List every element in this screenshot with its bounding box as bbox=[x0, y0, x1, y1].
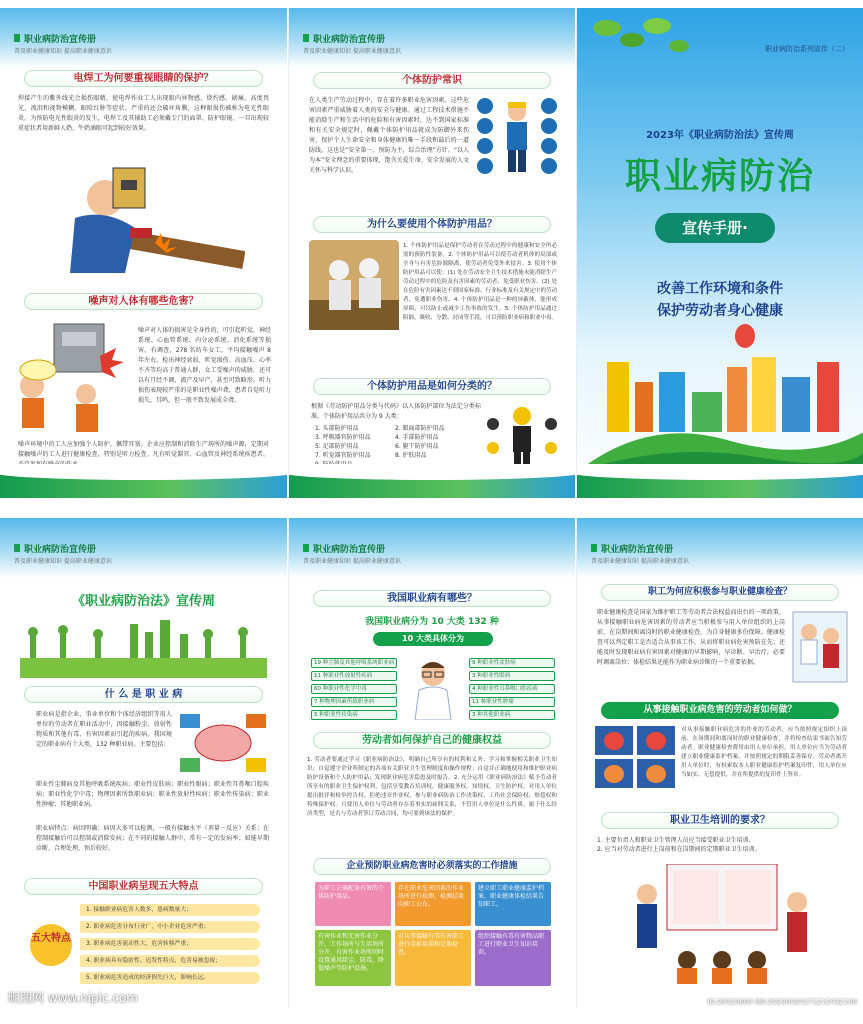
section-title-ppe-basics: 个体防护常识 bbox=[313, 72, 551, 89]
ppe-icons-illustration bbox=[475, 98, 559, 178]
disease-type-item: 11 种职业性肿瘤 bbox=[469, 697, 555, 707]
exposed-workers-text: 对从事接触职业病危害的作业的劳动者，应当按照规定组织上岗前、在岗期间和离岗时的职业健康检查，并将检查结果书面告知劳动者。职业健康检查费用由用人单位承担。用人单位应当为劳动者建立职业健康监护档案，并按照规定的期限妥善保存。劳动者离开用人单位时，有权索取本人职业健康监护档案复印件，用人单位应当如实、无偿提供，并在所提供的复印件上签章。 bbox=[681, 727, 847, 778]
section-title-worker-rights: 劳动者如何保护自己的健康权益 bbox=[313, 732, 551, 749]
measure-box: 有害作业和无害作业分开，工作场所与生活场所分开，有害作业场所同时设置通风除尘、防毒，降低噪声等防护设施。 bbox=[315, 930, 391, 986]
panel-personal-protection bbox=[288, 8, 575, 498]
disease-type-item: 11 种职业性放射性疾病 bbox=[311, 671, 397, 681]
ppe-class-item: 5. 足部防护用品 bbox=[315, 443, 359, 450]
brochure-outside-sheet bbox=[0, 8, 863, 498]
header-subtitle: 普及职业健康知识 提高职业健康意识 bbox=[14, 558, 112, 565]
footer-wave bbox=[289, 472, 575, 498]
header-title: 职业病防治宣传册 bbox=[303, 32, 401, 45]
panel-what-is-occupational-disease bbox=[0, 518, 287, 1008]
header-subtitle: 普及职业健康知识 提高职业健康意识 bbox=[303, 558, 401, 565]
watermark-right: ID:29323660 NO:20230424171212432108 bbox=[707, 998, 857, 1006]
panel-header bbox=[591, 542, 689, 565]
section-title-exposed-workers: 从事接触职业病危害的劳动者如何做？ bbox=[601, 702, 839, 719]
welding-text: 焊接产生的紫外线光会损伤眼睛，使电焊作业工人出现眼内异物感、烧灼感、剧痛、高度畏光、流泪和视物模糊、眼睑红肿等症状，严重的还会破坏角膜，这种眼损伤被称为电光性眼炎。为预防电光性眼炎的发生，电焊工及其辅助工必须戴专门的面罩、防护眼镜。一旦出现较重症状者用新鲜人奶、牛奶滴眼可起到较好效果。 bbox=[18, 95, 269, 132]
header-title: 职业病防治宣传册 bbox=[14, 32, 112, 45]
lungs-illustration bbox=[595, 726, 675, 788]
disease-type-item: 4 种职业性耳鼻喉口腔疾病 bbox=[469, 684, 555, 694]
watermark-left: 昵图网 www.nipic.com bbox=[8, 991, 138, 1005]
measure-box: 建立职工职业健康监护档案，职业健康体检结果告知职工。 bbox=[475, 882, 551, 926]
ppe-basics-text: 在人类生产劳动过程中，存在着许多职业危害因素。这些危害因素严重威胁着人类的安全与健康。通过工程技术措施不能消除生产和生活中的危险和有害因素时，达不到国家标准和有关安全规定时，佩戴个体防护用品就成为防御外来伤害、保护个人生命安全和身体健康的唯一手段和最后的一道防线。这也是“安全第一，预防为主，综合治理”方针。“以人为本”安全理念的重要体现，饱含关爱生命、安全发展的人文关怀与科学认识。 bbox=[309, 97, 469, 174]
workers-photo-illustration bbox=[309, 240, 399, 330]
measure-box: 存在职业危害因素的作业场所进行检测，检测结果向职工公布。 bbox=[395, 882, 471, 926]
leaves-decoration bbox=[587, 8, 697, 68]
ppe-class-item: 2. 眼面部防护用品 bbox=[395, 425, 445, 432]
section-title-health-check: 职工为何应积极参与职业健康检查？ bbox=[601, 584, 839, 601]
cover-slogan-2: 保护劳动者身心健康 bbox=[657, 303, 783, 319]
panel-disease-types bbox=[288, 518, 575, 1008]
why-ppe-text: 1. 个体防护用品是保护劳动者在劳动过程中的健康和安全所必需的预防性装备。2. 个体防护用品可以使劳动者机体的局部或全身与有害危险源隔离，使劳动者免受外来侵害。3. 使用个体防护用品可以使：(1) 处在劳动安全卫生技术措施未能消除生产劳动过程中的危险及有害因素的劳动者，免受职业伤害。(2) 处在危险有害因素达不到国家标准、行业标准及有关规定中的劳动者，免遭职业伤害。4. 个体防护用品是一种的屏蔽体，能形成屏障，可以防止或减少工伤事故的发生。5. 个体防护用品通过阻隔、吸收、分散、封闭等手段，可以预防职业病和职业中毒。 bbox=[403, 243, 558, 321]
section-title-what-is: 什 么 是 职 业 病 bbox=[24, 686, 263, 703]
medical-exam-illustration bbox=[789, 608, 851, 686]
panel-header bbox=[303, 542, 401, 565]
ppe-classes-list bbox=[315, 424, 475, 469]
ppe-class-item: 3. 呼吸器官防护用品 bbox=[315, 434, 371, 441]
header-title: 职业病防治宣传册 bbox=[591, 542, 689, 555]
training-list bbox=[597, 836, 847, 854]
panel-header bbox=[14, 32, 112, 55]
header-subtitle: 普及职业健康知识 提高职业健康意识 bbox=[14, 48, 112, 55]
cover-series: 职业病防治系列宣传（二） bbox=[765, 45, 849, 53]
noise-illustration bbox=[14, 316, 132, 436]
disease-type-item: 60 种职业性化学中毒 bbox=[311, 684, 397, 694]
section-title-noise: 噪声对人体有哪些危害？ bbox=[24, 293, 263, 310]
cover-week: 2023年《职业病防治法》宣传周 bbox=[646, 130, 794, 141]
training-item: 1. 主要负责人和职业卫生管理人员应当接受职业卫生培训。 bbox=[597, 837, 755, 844]
five-feature-item: 4. 职业病具有隐匿性、迟发性特点，危害易被忽视； bbox=[80, 955, 260, 967]
section-title-why-ppe: 为什么要使用个体防护用品？ bbox=[313, 216, 551, 233]
cover-title: 职业病防治 bbox=[624, 156, 815, 197]
doctor-illustration bbox=[407, 656, 459, 720]
section-title-ppe-classes: 个体防护用品是如何分类的？ bbox=[313, 378, 551, 395]
disease-features-text: 职业病特点：病因明确；病因大多可以检测，一般有接触水平（剂量－反应）关系；在控制接触后可以控制或消除发病；在不同的接触人群中，常有一定的发病率；如能早期诊断，合理处理，预后较好。 bbox=[36, 825, 269, 852]
brochure-inside-sheet bbox=[0, 518, 863, 1008]
panel-welding-noise bbox=[0, 8, 287, 498]
section-title-five-features: 中国职业病呈现五大特点 bbox=[24, 878, 263, 895]
measure-box: 组织接触有毒有害物品职工进行职业卫生知识培训。 bbox=[475, 930, 551, 986]
section-title-training: 职业卫生培训的要求？ bbox=[601, 812, 839, 829]
disease-type-item: 9 种职业性皮肤病 bbox=[469, 658, 555, 668]
ppe-class-item: 4. 手部防护用品 bbox=[395, 434, 439, 441]
five-feature-item: 3. 职业病危害流动性大、危害转移严重； bbox=[80, 938, 260, 950]
welder-illustration bbox=[45, 158, 245, 278]
measure-box: 为职工正确配备有效的个体防护用品。 bbox=[315, 882, 391, 926]
training-item: 2. 应当对劳动者进行上岗前和在岗期间的定期职业卫生培训。 bbox=[597, 846, 761, 853]
disease-type-item: 7 种物理因素所致职业病 bbox=[311, 697, 397, 707]
worker-rights-text: 1. 劳动者要通过学习《职业病防治法》，明确自己所享有的权利和义务；学习和掌握相关职业卫生知识；自觉遵守企业所制定的各项有关职业卫生管理制度和操作规程；自觉并正确地使用和维护职业病防护设备和个人防护用品；发现职业病危害隐患及时报告。2. 充分运用《职业病防治法》赋予劳动者所享有的职业卫生保护权利，包括享受教育培训权、健康服务权、知情权、卫生防护权、对用人单位提出批评和检举控告权、拒绝违章作业权、参与职业病防治工作决策权、工伤社会保险权、赔偿权和特殊保护权。只要用人单位与劳动者存在着事实的雇佣关系，不管用人单位是什么性质、属于什么经济类型，是否与劳动者签订劳动合同，均可要到该法的保护。 bbox=[307, 757, 557, 817]
hazard-factors-illustration bbox=[176, 710, 270, 776]
disease-categories-text: 职业性尘肺病及其他呼吸系统疾病；职业性皮肤病；职业性眼病；职业性耳鼻喉口腔疾病；职业性化学中毒；物理因素所致职业病；职业性放射性疾病；职业性传染病；职业性肿瘤；其他职业病。 bbox=[36, 781, 269, 808]
five-feature-item: 1. 接触职业病危害人数多，患病数量大； bbox=[80, 904, 260, 916]
five-features-badge: 五大特点 bbox=[30, 924, 72, 966]
ppe-class-item: 8. 护肤用品 bbox=[395, 452, 427, 459]
panel-cover bbox=[576, 8, 863, 498]
what-is-text: 职业病是指企业、事业单位和个体经济组织等用人单位的劳动者在职业活动中，因接触粉尘、放射性物质和其他有毒、有害因素而引起的疾病。我国规定的职业病有十大类，132 种职业病。主要包括： bbox=[36, 711, 172, 748]
health-check-text: 职业健康检查是国家为维护职工等劳动者合法权益而出台的一项政策，从事接触职业病危害因素的劳动者应当积极参与用人单位组织的上岗前、在岗期间和离岗时的职业健康检查，为自身健康多份保障。健康检查可以判定职工是否适合从事该工作，从而将职业病危害预防在先；还能及时发现职业病有害因素对健康的早期影响，早诊断、早治疗，必要时调离岗位；体检结果还能作为职业病诊断的一个重要依据。 bbox=[597, 609, 785, 666]
ppe-classes-intro: 根据《劳动防护用品分类与代码》以人体防护部位为法定分类标准，个体防护用品共分为 9 大类： bbox=[311, 403, 481, 420]
disease-type-item: 19 种尘肺及其他呼吸系统职业病 bbox=[311, 658, 397, 668]
noise-text-2: 噪声环境中的工人应加强个人防护，佩带耳塞。企业应控制和消除生产场所的噪声源，定期对接触噪声的工人进行健康检查，特别是听力检查。凡有听觉器官、心血管及神经系统疾患者， bbox=[18, 441, 269, 458]
ppe-class-item: 6. 躯干防护用品 bbox=[395, 443, 439, 450]
panel-header bbox=[14, 542, 112, 565]
header-subtitle: 普及职业健康知识 提高职业健康意识 bbox=[591, 558, 689, 565]
ppe-class-item: 7. 听觉器官防护用品 bbox=[315, 452, 371, 459]
section-title-welding: 电焊工为何要重视眼睛的保护？ bbox=[24, 70, 263, 87]
disease-type-item: 3 种其他职业病 bbox=[469, 710, 555, 720]
measure-box: 对从事接触有毒有害职工进行岗前培训和定期检查。 bbox=[395, 930, 471, 986]
silhouette-illustration bbox=[20, 614, 267, 678]
panel-health-check bbox=[576, 518, 863, 1008]
city-illustration bbox=[577, 322, 863, 472]
disease-type-item: 5 种职业性传染病 bbox=[311, 710, 397, 720]
cover-slogan-1: 改善工作环境和条件 bbox=[657, 281, 783, 297]
section-title-disease-types: 我国职业病有哪些？ bbox=[313, 590, 551, 607]
noise-text: 噪声对人体的损害是全身性的，可引起听觉、神经系统、心血管系统、内分泌系统、消化系统等损害。有调查，278 名纺车女工，平均接触噪声 8 年左右，检出神经衰弱、听觉损伤、高血压、心率不齐等均高于普通人群，女工受噪声的威胁，还可以有月经不调、流产及早产，甚至可致畸形。听力损伤表现较严重的是职业性噪声聋，患者自觉听力损失、耳鸣，但一般不致发展成全聋。 bbox=[138, 327, 271, 404]
disease-types-headline: 我国职业病分为 10 大类 132 种 bbox=[365, 617, 499, 627]
header-title: 职业病防治宣传册 bbox=[14, 542, 112, 555]
cover-pill: 宣传手册· bbox=[655, 213, 775, 243]
ppe-class-item: 1. 头部防护用品 bbox=[315, 425, 359, 432]
five-feature-item: 2. 职业病危害分布行业广，中小企业危害严重； bbox=[80, 921, 260, 933]
panel-header bbox=[303, 32, 401, 55]
disease-type-item: 3 种职业性眼病 bbox=[469, 671, 555, 681]
header-title: 职业病防治宣传册 bbox=[303, 542, 401, 555]
section-title-enterprise-measures: 企业预防职业病危害时必须落实的工作措施 bbox=[313, 858, 551, 875]
disease-types-subhead: 10 大类具体分为 bbox=[373, 632, 493, 646]
footer-wave bbox=[577, 472, 863, 498]
five-feature-item: 5. 职业病危害造成的经济损失巨大，影响长远。 bbox=[80, 972, 260, 984]
footer-wave bbox=[0, 472, 287, 498]
header-subtitle: 普及职业健康知识 提高职业健康意识 bbox=[303, 48, 401, 55]
law-week-banner: 《职业病防治法》宣传周 bbox=[71, 594, 215, 609]
training-classroom-illustration bbox=[627, 864, 817, 984]
